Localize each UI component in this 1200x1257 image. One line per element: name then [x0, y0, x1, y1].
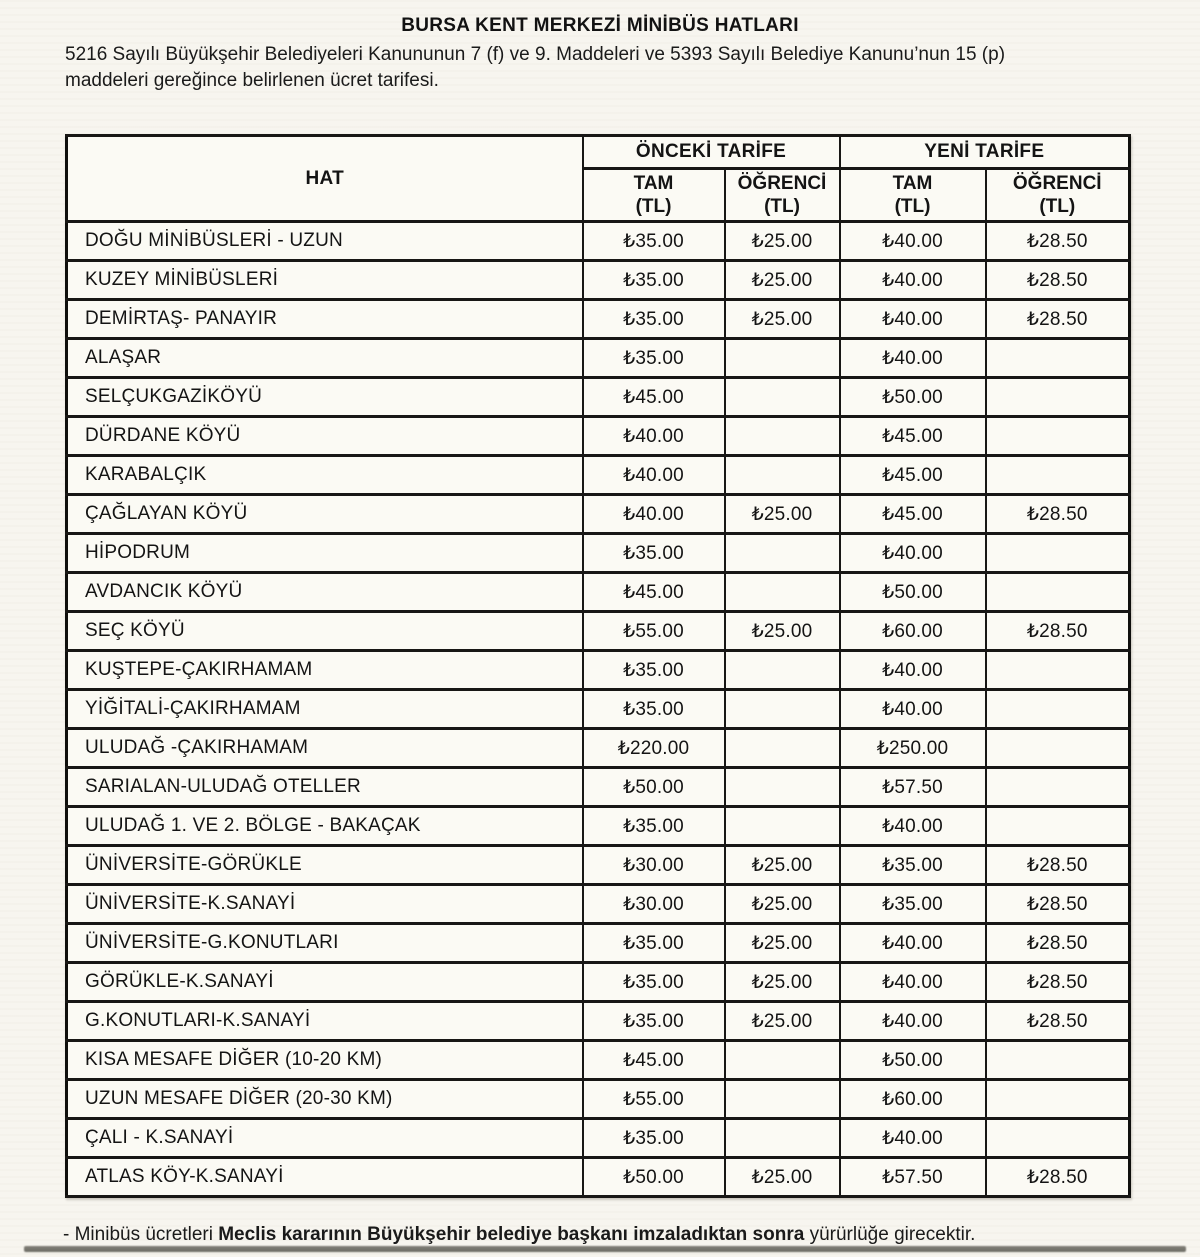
route-name-cell: KARABALÇIK: [67, 456, 583, 495]
intro-line-2: maddeleri gereğince belirlenen ücret tarifesi.: [65, 70, 439, 91]
prev-student-fare-cell: [725, 768, 840, 807]
new-full-subheader: [840, 169, 986, 222]
route-name-cell: ÜNİVERSİTE-GÖRÜKLE: [67, 846, 583, 885]
route-name-cell: ÜNİVERSİTE-K.SANAYİ: [67, 885, 583, 924]
new-student-fare-cell: [986, 456, 1130, 495]
new-full-fare-cell: ₺60.00: [840, 1080, 986, 1119]
route-name-cell: YİĞİTALİ-ÇAKIRHAMAM: [67, 690, 583, 729]
unit-label: (TL): [764, 196, 800, 217]
table-row: [67, 261, 1130, 300]
new-full-fare-cell: ₺57.50: [840, 1158, 986, 1197]
new-student-fare-cell: ₺28.50: [986, 963, 1130, 1002]
prev-student-fare-cell: ₺25.00: [725, 261, 840, 300]
prev-full-fare-cell: ₺45.00: [583, 573, 725, 612]
route-name-cell: ÇAĞLAYAN KÖYÜ: [67, 495, 583, 534]
new-full-fare-cell: ₺40.00: [840, 690, 986, 729]
table-row: [67, 807, 1130, 846]
unit-label: (TL): [894, 196, 931, 217]
new-full-fare-cell: ₺35.00: [840, 885, 986, 924]
prev-student-fare-cell: ₺25.00: [725, 300, 840, 339]
new-full-fare-cell: ₺250.00: [840, 729, 986, 768]
new-student-fare-cell: [986, 768, 1130, 807]
table-row: [67, 885, 1130, 924]
route-name-cell: SELÇUKGAZİKÖYÜ: [67, 378, 583, 417]
route-name-cell: DEMİRTAŞ- PANAYIR: [67, 300, 583, 339]
prev-student-fare-cell: [725, 1119, 840, 1158]
prev-full-fare-cell: ₺40.00: [583, 456, 725, 495]
new-student-fare-cell: [986, 1080, 1130, 1119]
prev-student-fare-cell: [725, 690, 840, 729]
fare-type-label: ÖĞRENCİ: [737, 173, 827, 194]
prev-full-fare-cell: ₺40.00: [583, 495, 725, 534]
table-row: [67, 534, 1130, 573]
route-name-cell: DÜRDANE KÖYÜ: [67, 417, 583, 456]
table-row: [67, 1002, 1130, 1041]
prev-student-fare-cell: [725, 378, 840, 417]
prev-full-fare-cell: ₺35.00: [583, 651, 725, 690]
prev-full-fare-cell: ₺35.00: [583, 339, 725, 378]
prev-student-fare-cell: ₺25.00: [725, 495, 840, 534]
new-student-fare-cell: ₺28.50: [986, 495, 1130, 534]
prev-student-fare-cell: [725, 1041, 840, 1080]
route-name-cell: UZUN MESAFE DİĞER (20-30 KM): [67, 1080, 583, 1119]
new-student-fare-cell: ₺28.50: [986, 612, 1130, 651]
new-full-fare-cell: ₺50.00: [840, 378, 986, 417]
new-student-fare-cell: ₺28.50: [986, 300, 1130, 339]
new-tariff-header: YENİ TARİFE: [840, 136, 1130, 169]
table-row: [67, 846, 1130, 885]
fare-type-label: TAM: [633, 173, 674, 194]
prev-full-fare-cell: ₺55.00: [583, 1080, 725, 1119]
new-full-fare-cell: ₺50.00: [840, 1041, 986, 1080]
prev-student-fare-cell: [725, 417, 840, 456]
fare-table: [65, 134, 1131, 1198]
new-full-fare-cell: ₺40.00: [840, 651, 986, 690]
intro-text: [65, 42, 1200, 94]
prev-student-fare-cell: ₺25.00: [725, 924, 840, 963]
prev-student-fare-cell: [725, 534, 840, 573]
new-full-fare-cell: ₺60.00: [840, 612, 986, 651]
prev-student-fare-cell: [725, 729, 840, 768]
prev-student-fare-cell: [725, 573, 840, 612]
new-full-fare-cell: ₺40.00: [840, 963, 986, 1002]
prev-student-fare-cell: [725, 456, 840, 495]
prev-full-fare-cell: ₺35.00: [583, 807, 725, 846]
new-student-fare-cell: [986, 1041, 1130, 1080]
prev-student-fare-cell: ₺25.00: [725, 963, 840, 1002]
table-row: [67, 417, 1130, 456]
route-name-cell: GÖRÜKLE-K.SANAYİ: [67, 963, 583, 1002]
table-row: [67, 300, 1130, 339]
new-student-fare-cell: [986, 807, 1130, 846]
fare-table-header: [67, 136, 1130, 222]
footnote: [63, 1224, 1200, 1246]
prev-full-fare-cell: ₺50.00: [583, 768, 725, 807]
route-name-cell: KUŞTEPE-ÇAKIRHAMAM: [67, 651, 583, 690]
new-student-fare-cell: ₺28.50: [986, 846, 1130, 885]
unit-label: (TL): [635, 196, 672, 217]
table-row: [67, 612, 1130, 651]
new-student-fare-cell: [986, 378, 1130, 417]
table-row: [67, 768, 1130, 807]
prev-full-fare-cell: ₺35.00: [583, 261, 725, 300]
new-student-fare-cell: [986, 417, 1130, 456]
prev-full-fare-cell: ₺35.00: [583, 534, 725, 573]
new-full-fare-cell: ₺40.00: [840, 300, 986, 339]
previous-tariff-header: ÖNCEKİ TARİFE: [583, 136, 840, 169]
prev-full-fare-cell: ₺30.00: [583, 846, 725, 885]
route-name-cell: ATLAS KÖY-K.SANAYİ: [67, 1158, 583, 1197]
prev-full-fare-cell: ₺45.00: [583, 378, 725, 417]
table-row: [67, 378, 1130, 417]
route-name-cell: ULUDAĞ -ÇAKIRHAMAM: [67, 729, 583, 768]
table-row: [67, 1041, 1130, 1080]
prev-student-fare-cell: [725, 339, 840, 378]
prev-student-fare-cell: ₺25.00: [725, 222, 840, 261]
route-name-cell: G.KONUTLARI-K.SANAYİ: [67, 1002, 583, 1041]
table-row: [67, 222, 1130, 261]
route-name-cell: SARIALAN-ULUDAĞ OTELLER: [67, 768, 583, 807]
new-full-fare-cell: ₺45.00: [840, 495, 986, 534]
route-name-cell: ÜNİVERSİTE-G.KONUTLARI: [67, 924, 583, 963]
prev-full-fare-cell: ₺35.00: [583, 690, 725, 729]
prev-full-fare-cell: ₺35.00: [583, 924, 725, 963]
new-full-fare-cell: ₺57.50: [840, 768, 986, 807]
prev-full-subheader: [583, 169, 725, 222]
new-full-fare-cell: ₺45.00: [840, 456, 986, 495]
new-student-fare-cell: ₺28.50: [986, 885, 1130, 924]
prev-student-subheader: [725, 169, 840, 222]
table-row: [67, 495, 1130, 534]
new-student-fare-cell: ₺28.50: [986, 261, 1130, 300]
prev-full-fare-cell: ₺50.00: [583, 1158, 725, 1197]
table-row: [67, 1119, 1130, 1158]
prev-full-fare-cell: ₺40.00: [583, 417, 725, 456]
prev-student-fare-cell: ₺25.00: [725, 1158, 840, 1197]
new-full-fare-cell: ₺40.00: [840, 807, 986, 846]
prev-full-fare-cell: ₺220.00: [583, 729, 725, 768]
table-row: [67, 339, 1130, 378]
unit-label: (TL): [1039, 196, 1076, 217]
new-full-fare-cell: ₺40.00: [840, 261, 986, 300]
new-full-fare-cell: ₺45.00: [840, 417, 986, 456]
new-full-fare-cell: ₺40.00: [840, 339, 986, 378]
footnote-suffix: yürürlüğe girecektir.: [804, 1224, 976, 1245]
new-student-fare-cell: ₺28.50: [986, 1002, 1130, 1041]
route-name-cell: HİPODRUM: [67, 534, 583, 573]
table-row: [67, 924, 1130, 963]
footnote-prefix: - Minibüs ücretleri: [63, 1224, 219, 1245]
route-name-cell: KUZEY MİNİBÜSLERİ: [67, 261, 583, 300]
prev-full-fare-cell: ₺35.00: [583, 1002, 725, 1041]
prev-full-fare-cell: ₺35.00: [583, 963, 725, 1002]
prev-student-fare-cell: ₺25.00: [725, 612, 840, 651]
new-student-fare-cell: [986, 651, 1130, 690]
route-name-cell: ALAŞAR: [67, 339, 583, 378]
new-student-fare-cell: [986, 729, 1130, 768]
route-name-cell: SEÇ KÖYÜ: [67, 612, 583, 651]
prev-full-fare-cell: ₺35.00: [583, 222, 725, 261]
tariff-group-header-row: [67, 136, 1130, 169]
new-student-fare-cell: [986, 1119, 1130, 1158]
table-row: [67, 690, 1130, 729]
route-name-cell: ÇALI - K.SANAYİ: [67, 1119, 583, 1158]
page-title: BURSA KENT MERKEZİ MİNİBÜS HATLARI: [401, 15, 799, 36]
prev-student-fare-cell: ₺25.00: [725, 846, 840, 885]
prev-full-fare-cell: ₺45.00: [583, 1041, 725, 1080]
intro-line-1: 5216 Sayılı Büyükşehir Belediyeleri Kanununun 7 (f) ve 9. Maddeleri ve 5393 Sayılı Belediye Kanunu’nun 15 (p): [65, 44, 1006, 65]
new-full-fare-cell: ₺40.00: [840, 534, 986, 573]
prev-student-fare-cell: [725, 651, 840, 690]
table-row: [67, 1158, 1130, 1197]
scan-artifact-bar: [24, 1246, 1186, 1252]
new-student-fare-cell: [986, 573, 1130, 612]
prev-student-fare-cell: ₺25.00: [725, 885, 840, 924]
table-row: [67, 573, 1130, 612]
fare-type-label: ÖĞRENCİ: [1012, 173, 1102, 194]
route-column-header: HAT: [67, 136, 583, 222]
new-full-fare-cell: ₺35.00: [840, 846, 986, 885]
prev-full-fare-cell: ₺55.00: [583, 612, 725, 651]
table-row: [67, 456, 1130, 495]
prev-student-fare-cell: [725, 807, 840, 846]
table-row: [67, 1080, 1130, 1119]
new-student-fare-cell: [986, 534, 1130, 573]
prev-full-fare-cell: ₺35.00: [583, 1119, 725, 1158]
new-full-fare-cell: ₺40.00: [840, 924, 986, 963]
new-full-fare-cell: ₺40.00: [840, 1119, 986, 1158]
new-student-fare-cell: ₺28.50: [986, 924, 1130, 963]
new-student-fare-cell: ₺28.50: [986, 222, 1130, 261]
table-row: [67, 651, 1130, 690]
route-name-cell: DOĞU MİNİBÜSLERİ - UZUN: [67, 222, 583, 261]
fare-table-body: [67, 222, 1130, 1197]
route-name-cell: AVDANCIK KÖYÜ: [67, 573, 583, 612]
prev-student-fare-cell: ₺25.00: [725, 1002, 840, 1041]
table-row: [67, 963, 1130, 1002]
new-student-fare-cell: [986, 339, 1130, 378]
new-student-fare-cell: ₺28.50: [986, 1158, 1130, 1197]
new-full-fare-cell: ₺50.00: [840, 573, 986, 612]
route-name-cell: KISA MESAFE DİĞER (10-20 KM): [67, 1041, 583, 1080]
table-row: [67, 729, 1130, 768]
prev-full-fare-cell: ₺30.00: [583, 885, 725, 924]
route-name-cell: ULUDAĞ 1. VE 2. BÖLGE - BAKAÇAK: [67, 807, 583, 846]
new-student-fare-cell: [986, 690, 1130, 729]
new-full-fare-cell: ₺40.00: [840, 222, 986, 261]
prev-student-fare-cell: [725, 1080, 840, 1119]
new-full-fare-cell: ₺40.00: [840, 1002, 986, 1041]
new-student-subheader: [986, 169, 1130, 222]
footnote-bold: Meclis kararının Büyükşehir belediye başkanı imzaladıktan sonra: [218, 1224, 805, 1245]
fare-type-label: TAM: [892, 173, 933, 194]
prev-full-fare-cell: ₺35.00: [583, 300, 725, 339]
